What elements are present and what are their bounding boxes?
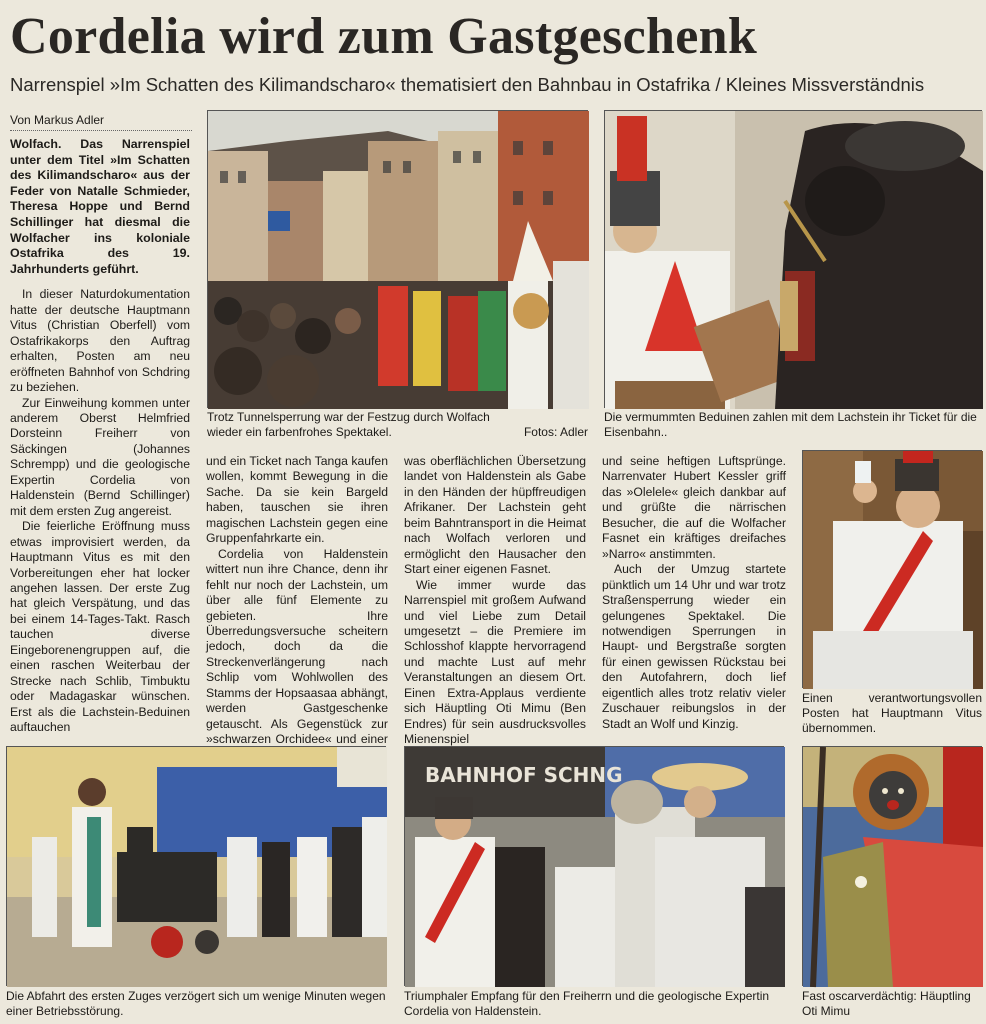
chief-caption: Fast oscarverdächtig: Häuptling Oti Mimu (802, 989, 971, 1018)
paragraph: Wie immer wurde das Narrenspiel mit großem Aufwand und viel Liebe zum Detail umgesetzt – die Premiere im Schlosshof klappte hervorragend und machte Lust auf mehr Veranstaltungen an diesem Ort. Einen Extra-Applaus verdiente sich Häuptling Oti Mimu (Ben Endres) für sein ausdrucksvolles Mienenspiel (404, 577, 586, 747)
vitus-caption: Einen verantwortungsvollen Posten hat Hauptmann Vitus übernommen. (802, 691, 982, 735)
beduinen-photo (604, 110, 982, 408)
beduinen-caption: Die vermummten Beduinen zahlen mit dem Lachstein ihr Ticket für die Eisenbahn.. (604, 410, 977, 439)
text-column-1 (10, 137, 190, 737)
parade-caption (207, 410, 588, 442)
train-photo (6, 746, 386, 986)
photo-credit: Fotos: Adler (523, 425, 588, 439)
parade-caption-text: Trotz Tunnelsperrung war der Festzug durch Wolfach wieder ein farbenfrohes Spektakel. (207, 410, 490, 439)
headline: Cordelia wird zum Gastgeschenk (10, 8, 758, 65)
subheadline: Narrenspiel »Im Schatten des Kilimandscharo« thematisiert den Bahnbau in Ostafrika / Kleines Missverständnis (10, 74, 925, 95)
text-column-3 (404, 454, 586, 747)
beduinen-image (605, 111, 983, 409)
paragraph: Zur Einweihung kommen unter anderem Oberst Helmfried Dorsteinn Freiherr von Säckingen (Johannes Schrempp) und die geologische Expertin Cordelia von Haldenstein (Bernd Schillinger) mit dem ersten Zug angereist. (10, 395, 190, 518)
reception-sign-text: BAHNHOF SCHNG (425, 763, 623, 787)
text-column-2 (206, 454, 388, 747)
reception-caption: Triumphaler Empfang für den Freiherrn und die geologische Expertin Cordelia von Haldenstein. (404, 989, 770, 1018)
train-caption: Die Abfahrt des ersten Zuges verzögert sich um wenige Minuten wegen einer Betriebsstörung. (6, 989, 386, 1018)
paragraph: In dieser Naturdokumentation hatte der deutsche Hauptmann Vitus (Christian Oberfell) vom Ostafrikakorps den Auftrag erhalten, Posten am neu eröffneten Bahnhof von Schdring zu beziehen. (10, 287, 190, 395)
paragraph: und ein Ticket nach Tanga kaufen wollen, kommt Bewegung in die Sache. Da sie kein Bargeld haben, tauschen sie ihren magischen Lachstein gegen eine Gruppenfahrkarte ein. (206, 454, 388, 546)
parade-image (208, 111, 589, 409)
chief-photo (802, 746, 982, 986)
parade-photo (207, 110, 588, 408)
byline: Von Markus Adler (10, 113, 192, 131)
chief-image (803, 747, 983, 987)
reception-photo (404, 746, 784, 986)
vitus-photo (802, 450, 982, 688)
train-image (7, 747, 387, 987)
reception-image (405, 747, 785, 987)
paragraph: Auch der Umzug startete pünktlich um 14 Uhr und war trotz Straßensperrung wieder ein gelungenes Spektakel. Die notwendigen Sperrungen in Haupt- und Bergstraße sorgten für einen gewissen Rückstau bei den Autofahrern, doch lief eigentlich alles trotz relativ vieler Zuschauer reibungslos in der Stadt an Wolf und Kinzig. (602, 562, 786, 731)
paragraph: Die feierliche Eröffnung muss etwas improvisiert werden, da Hauptmann Vitus es mit den Vorbereitungen eher hat locker angehen lassen. Der erste Zug hat gleich Verspätung, und das bei einem 14-Tages-Takt. Rasch tauchen diverse Eingeborenengruppen auf, die einen raschen Weiterbau der Strecke nach Schlib, Timbuktu oder Madagaskar wünschen. Erst als die Lachstein-Beduinen auftauchen (10, 519, 190, 735)
paragraph: was oberflächlichen Übersetzung landet von Haldenstein als Gabe in den Händen der hüpffreudigen Afrikaner. Der Lachstein geht beim Bahntransport in die Heimat nach Wolfach verloren und ermöglicht den Hausacher den Start einer eigenen Fasnet. (404, 454, 586, 577)
paragraph: und seine heftigen Luftsprünge. Narrenvater Hubert Kessler griff das »Olelele« gleich dankbar auf und grüßte die närrischen Besucher, die auf die Wolfacher Fasnet ein kräftiges dreifaches »Narro« anstimmten. (602, 454, 786, 561)
lead-paragraph: Wolfach. Das Narrenspiel unter dem Titel »Im Schatten des Kilimandscharo« aus der Feder von Natalle Schmieder, Theresa Hoppe und Bernd Schillinger hat diesmal die Wolfacher ins koloniale Ostafrika des 19. Jahrhunderts geführt. (10, 137, 190, 276)
text-column-4 (602, 454, 786, 739)
paragraph: Cordelia von Haldenstein wittert nun ihre Chance, denn ihr fehlt nur noch der Lachstein, um über alle fünf Elemente zu gebieten. Ihre Überredungsversuche scheitern jedoch, doch da die Streckenverlängerung nach Schlip vom Wohlwollen des Stamms der Hopsaasaa abhängt, werden Gastgeschenke getauscht. Als Gegenstück zur »schwarzen Orchidee« und einer (206, 546, 388, 747)
vitus-image (803, 451, 983, 689)
